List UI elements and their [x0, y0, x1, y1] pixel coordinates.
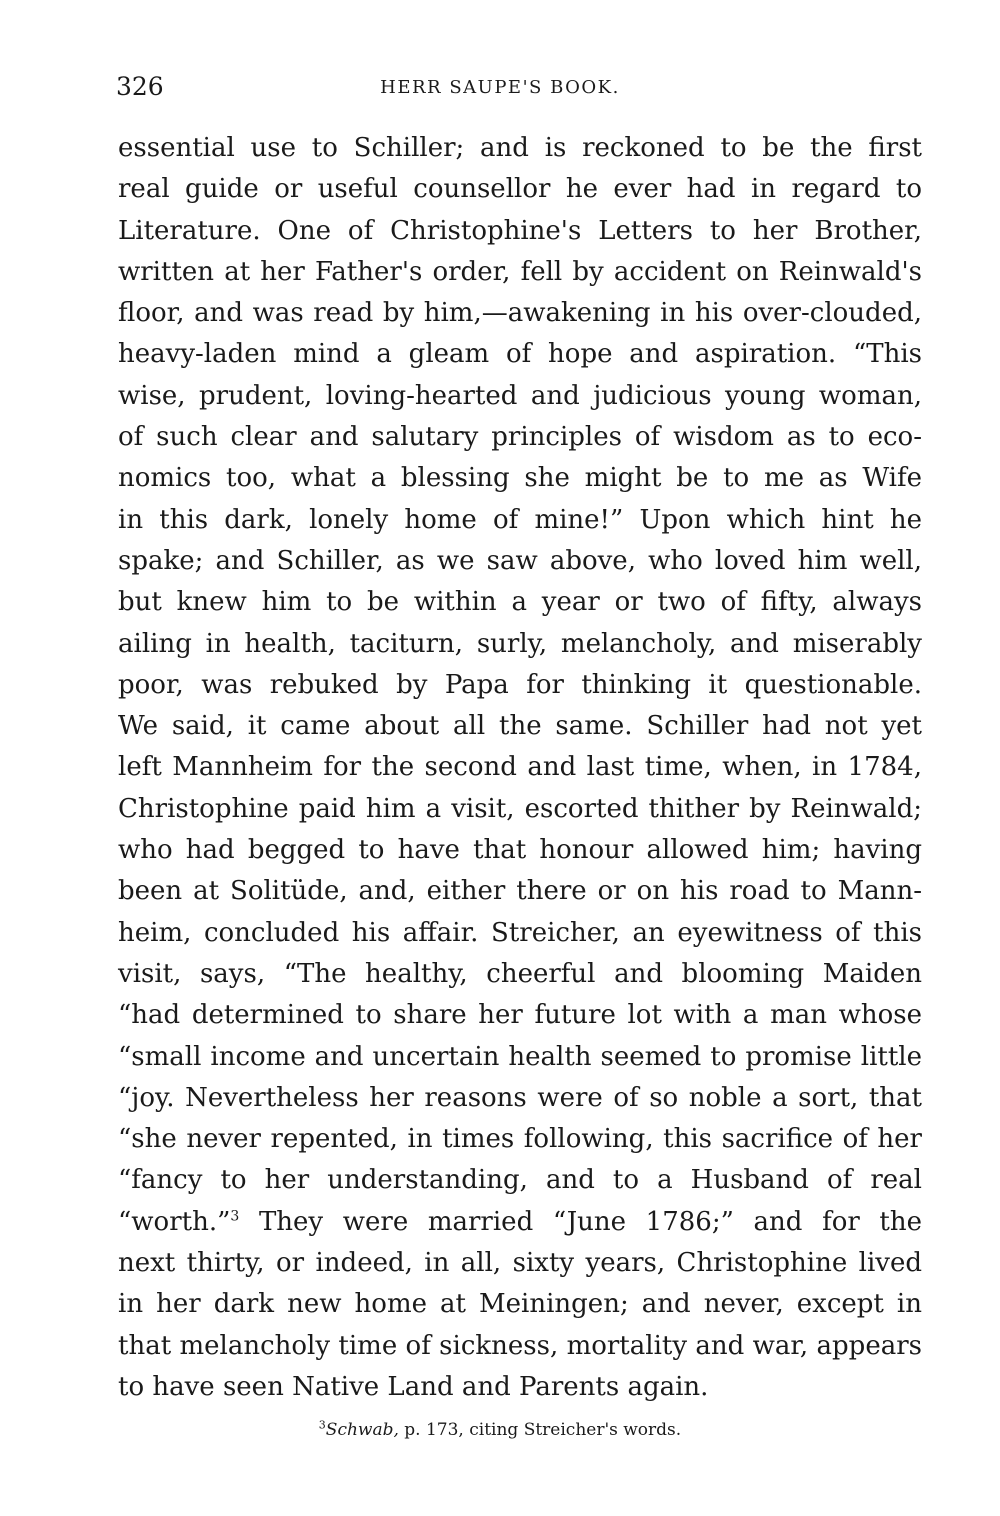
text-line: “joy. Nevertheless her reasons were of so noble a sort, that	[118, 1082, 922, 1113]
text-line: who had begged to have that honour allowed him; having	[118, 835, 922, 866]
text-line: next thirty, or indeed, in all, sixty years, Christophine lived	[118, 1248, 922, 1279]
text-line: written at her Father's order, fell by accident on Reinwald's	[118, 256, 922, 287]
worth-line-after: They were married “June 1786;” and for the	[239, 1206, 922, 1237]
text-line: “had determined to share her future lot with a man whose	[118, 1000, 922, 1031]
running-title: HERR SAUPE'S BOOK.	[380, 77, 620, 98]
text-line: floor, and was read by him,—awakening in his over-clouded,	[118, 298, 922, 329]
text-line: in this dark, lonely home of mine!” Upon which hint he	[118, 504, 922, 535]
text-line: Literature. One of Christophine's Letters to her Brother,	[118, 215, 922, 246]
text-line: left Mannheim for the second and last time, when, in 1784,	[118, 752, 922, 783]
footnote-reference: 3	[230, 1208, 240, 1225]
text-line: poor, was rebuked by Papa for thinking it questionable.	[118, 669, 922, 700]
text-line-worth	[118, 1202, 922, 1243]
text-line: visit, says, “The healthy, cheerful and blooming Maiden	[118, 958, 922, 989]
text-line: heim, concluded his affair. Streicher, an eyewitness of this	[118, 917, 922, 948]
text-line: wise, prudent, loving-hearted and judicious young woman,	[118, 380, 922, 411]
text-line-last: to have seen Native Land and Parents again.	[118, 1371, 709, 1402]
text-line: essential use to Schiller; and is reckoned to be the first	[118, 133, 922, 163]
text-line: been at Solitüde, and, either there or on his road to Mann-	[118, 876, 922, 907]
text-line: nomics too, what a blessing she might be to me as Wife	[118, 463, 922, 494]
text-line: but knew him to be within a year or two of fifty, always	[118, 587, 922, 618]
text-line: in her dark new home at Meiningen; and never, except in	[118, 1289, 922, 1320]
page-number: 326	[116, 72, 164, 101]
text-line: that melancholy time of sickness, mortality and war, appears	[118, 1330, 922, 1361]
text-line: spake; and Schiller, as we saw above, who loved him well,	[118, 545, 922, 576]
text-line: Christophine paid him a visit, escorted thither by Reinwald;	[118, 793, 922, 824]
footnote-author: Schwab,	[325, 1420, 399, 1440]
text-line: We said, it came about all the same. Schiller had not yet	[118, 711, 922, 742]
text-line: ailing in health, taciturn, surly, melancholy, and miserably	[118, 628, 922, 659]
text-line: “small income and uncertain health seemed to promise little	[118, 1041, 922, 1072]
worth-line-before: “worth.”	[118, 1206, 231, 1237]
text-line: heavy-laden mind a gleam of hope and aspiration. “This	[118, 339, 922, 370]
footnote-mark: 3	[318, 1418, 326, 1432]
footnote	[0, 1418, 1000, 1442]
text-line: “she never repented, in times following, this sacrifice of her	[118, 1124, 922, 1155]
text-line: “fancy to her understanding, and to a Husband of real	[118, 1165, 922, 1196]
text-line: of such clear and salutary principles of wisdom as to eco-	[118, 422, 922, 453]
body-text	[118, 128, 922, 1408]
text-line: real guide or useful counsellor he ever had in regard to	[118, 174, 922, 205]
footnote-text: p. 173, citing Streicher's words.	[398, 1420, 682, 1440]
